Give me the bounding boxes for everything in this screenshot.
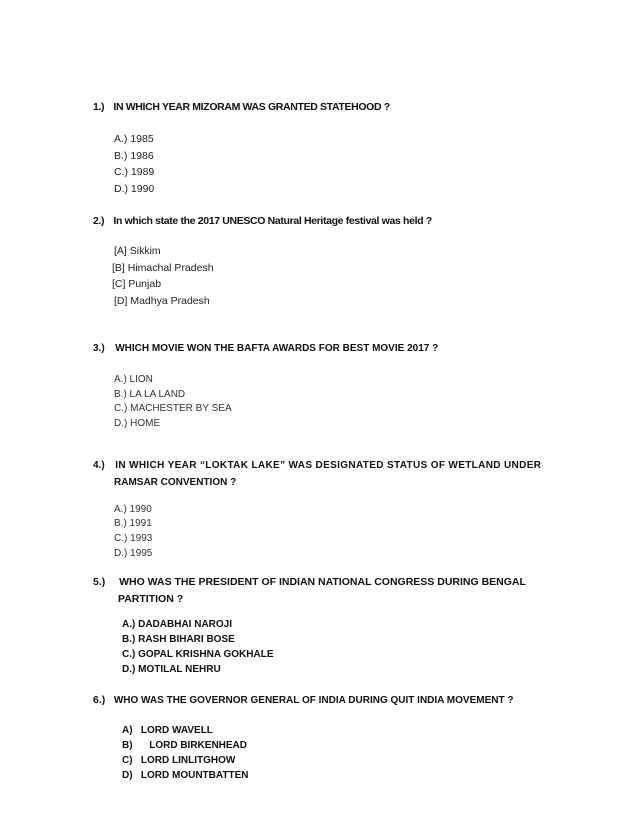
- question-5-text-line1: WHO WAS THE PRESIDENT OF INDIAN NATIONAL CONGRESS DURING BENGAL: [119, 576, 526, 588]
- question-1: [93, 101, 390, 113]
- question-3-option-d: D.) HOME: [114, 418, 161, 429]
- question-3-option-c: C.) MACHESTER BY SEA: [114, 403, 232, 414]
- question-4-text-line1: IN WHICH YEAR “LOKTAK LAKE” WAS DESIGNATED STATUS OF WETLAND UNDER: [115, 460, 542, 471]
- question-6-number: 6.): [93, 694, 106, 706]
- question-6-option-c: C) LORD LINLITGHOW: [122, 755, 236, 766]
- question-5: [93, 576, 526, 588]
- question-4-option-b: B.) 1991: [114, 518, 152, 529]
- question-6-option-b: B) LORD BIRKENHEAD: [122, 740, 247, 751]
- question-1-option-c: C.) 1989: [114, 166, 155, 178]
- question-4: [93, 460, 541, 471]
- question-3: [93, 343, 438, 354]
- question-3-option-b: B.) LA LA LAND: [114, 389, 186, 400]
- question-5-text-line2: PARTITION ?: [118, 593, 184, 605]
- question-1-option-d: D.) 1990: [114, 183, 155, 195]
- question-3-text: WHICH MOVIE WON THE BAFTA AWARDS FOR BEST MOVIE 2017 ?: [115, 343, 439, 354]
- question-5-number: 5.): [93, 576, 106, 588]
- question-1-text: IN WHICH YEAR MIZORAM WAS GRANTED STATEHOOD ?: [113, 101, 390, 113]
- question-2-option-a: [A] Sikkim: [114, 245, 161, 257]
- question-2-number: 2.): [93, 215, 105, 227]
- question-4-option-c: C.) 1993: [114, 533, 153, 544]
- question-1-option-b: B.) 1986: [114, 150, 154, 162]
- question-2: [93, 215, 432, 227]
- question-5-option-d: D.) MOTILAL NEHRU: [122, 664, 221, 675]
- question-6: [93, 694, 513, 706]
- question-6-option-d: D) LORD MOUNTBATTEN: [122, 770, 249, 781]
- question-5-option-c: C.) GOPAL KRISHNA GOKHALE: [122, 649, 274, 660]
- question-3-option-a: A.) LION: [114, 374, 153, 385]
- question-4-option-d: D.) 1995: [114, 548, 153, 559]
- question-2-text: In which state the 2017 UNESCO Natural Heritage festival was held ?: [113, 215, 432, 227]
- question-6-text: WHO WAS THE GOVERNOR GENERAL OF INDIA DURING QUIT INDIA MOVEMENT ?: [113, 695, 514, 706]
- question-1-option-a: A.) 1985: [114, 133, 154, 145]
- question-4-text-line2: RAMSAR CONVENTION ?: [114, 477, 237, 488]
- question-4-option-a: A.) 1990: [114, 504, 152, 515]
- question-3-number: 3.): [93, 343, 105, 354]
- question-1-number: 1.): [93, 101, 105, 113]
- question-2-option-c: [C] Punjab: [112, 278, 162, 290]
- question-4-number: 4.): [93, 460, 105, 471]
- question-2-option-b: [B] Himachal Pradesh: [112, 262, 214, 274]
- question-5-option-a: A.) DADABHAI NAROJI: [122, 619, 232, 630]
- question-5-option-b: B.) RASH BIHARI BOSE: [122, 634, 235, 645]
- question-6-option-a: A) LORD WAVELL: [122, 725, 213, 736]
- question-2-option-d: [D] Madhya Pradesh: [114, 295, 210, 307]
